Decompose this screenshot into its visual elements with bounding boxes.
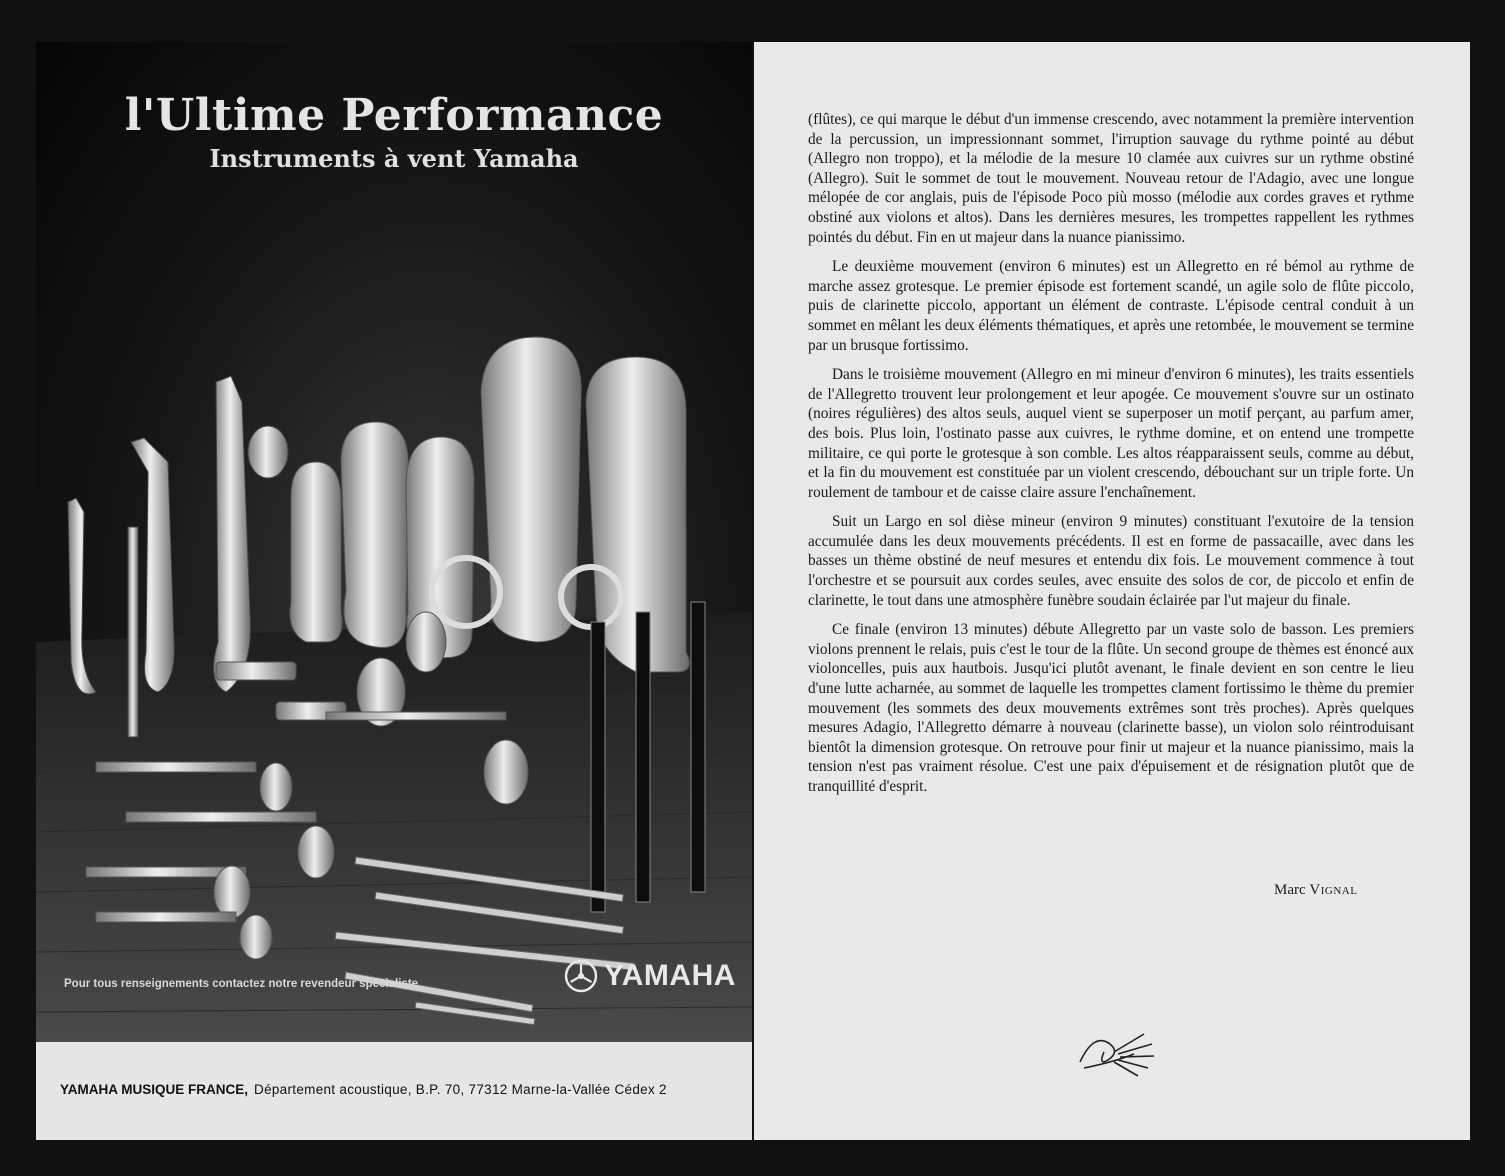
flourish-ornament-icon (1074, 1022, 1158, 1082)
ad-subtitle: Instruments à vent Yamaha (209, 144, 579, 173)
author-last-name: Vignal (1309, 882, 1358, 898)
paragraph-3: Dans le troisième mouvement (Allegro en mi mineur d'environ 6 minutes), les traits essentiels de l'Allegretto trouvent leur prolongement et leur apogée. Ce mouvement s'ouvre sur un ostinato (noires régulières) des altos seuls, auquel vient se superposer un motif perçant, au parfum amer, des bois. Plus loin, l'ostinato passe aux cuivres, le rythme domine, et on entend une trompette militaire, ce qui porte le grotesque à son comble. Les altos réapparaissent seuls, comme au début, et la fin du mouvement est constituée par un violent crescendo, débouchant sur un triple forte. Un roulement de tambour et de caisse claire assure l'enchaînement. (808, 366, 1414, 501)
brand-name: YAMAHA (604, 959, 736, 992)
footer-company: YAMAHA MUSIQUE FRANCE, (60, 1082, 249, 1097)
ad-title: l'Ultime Performance (124, 90, 664, 141)
paragraph-2: Le deuxième mouvement (environ 6 minutes) est un Allegretto en ré bémol au rythme de marche assez grotesque. Le premier épisode est fortement scandé, un agile solo de flûte piccolo, puis de clarinette piccolo, apportant un élément de contraste. L'épisode central conduit à un sommet en mêlant les deux éléments thématiques, et après une retombée, le mouvement se termine par un brusque fortissimo. (808, 258, 1414, 354)
yamaha-brand (564, 959, 736, 993)
left-page (36, 42, 752, 1140)
right-page (754, 42, 1470, 1140)
paragraph-5: Ce finale (environ 13 minutes) débute Allegretto par un vaste solo de basson. Les premiers violons prennent le relais, puis c'est le tour de la flûte. Un second groupe de thèmes est énoncé aux violoncelles, puis aux hautbois. Jusqu'ici plutôt avenant, le finale devient en son centre le lieu d'une lutte acharnée, au sommet de laquelle les trompettes clament fortissimo le thème du premier mouvement (les sommets des deux mouvements extrêmes sont très proches). Après quelques mesures Adagio, l'Allegretto démarre à nouveau (clarinette basse), un violon solo réintroduisant bientôt la dimension grotesque. On retrouve pour finir ut majeur et la nuance pianissimo, mais la tension n'est pas vraiment résolue. C'est une paix d'épuisement et de résignation plutôt que de tranquillité d'esprit. (808, 621, 1414, 795)
ad-contact-note: Pour tous renseignements contactez notre revendeur spécialiste (64, 978, 419, 990)
yamaha-tuning-forks-logo-icon (564, 959, 598, 993)
yamaha-advert (36, 42, 752, 1042)
footer-address: Département acoustique, B.P. 70, 77312 Marne-la-Vallée Cédex 2 (254, 1082, 667, 1097)
author-first-name: Marc (1274, 882, 1306, 898)
article-body (808, 110, 1414, 807)
paragraph-1: (flûtes), ce qui marque le début d'un immense crescendo, avec notamment la première intervention de la percussion, un impressionnant sommet, l'irruption sauvage du rythme pointé au début (Allegro non troppo), et la mélodie de la mesure 10 clamée aux cuivres sur un rythme obstiné (Allegro). Suit le sommet de tout le mouvement. Nouveau retour de l'Adagio, avec une longue mélopée de cor anglais, puis de l'épisode Poco più mosso (mélodie aux cordes graves et rythme obstiné aux violons et altos). Dans les dernières mesures, les trompettes rappellent les rythmes pointés du début. Fin en ut majeur dans la nuance pianissimo. (808, 111, 1414, 246)
tubas (290, 337, 689, 672)
paragraph-4: Suit un Largo en sol dièse mineur (environ 9 minutes) constituant l'exutoire de la tension accumulée dans les deux mouvements précédents. Il est en forme de passacaille, avec dans les basses un thème obstiné de neuf mesures et entendu dix fois. Le mouvement commence à tout l'orchestre et se poursuit aux cordes seules, avec ensuite des solos de cor, de piccolo et enfin de clarinette, le tout dans une atmosphère funèbre soudain éclairée par l'ut majeur du finale. (808, 513, 1414, 609)
ad-footer (60, 1082, 740, 1097)
wind-instruments-photo (36, 312, 752, 1042)
author-signature (1274, 882, 1357, 899)
